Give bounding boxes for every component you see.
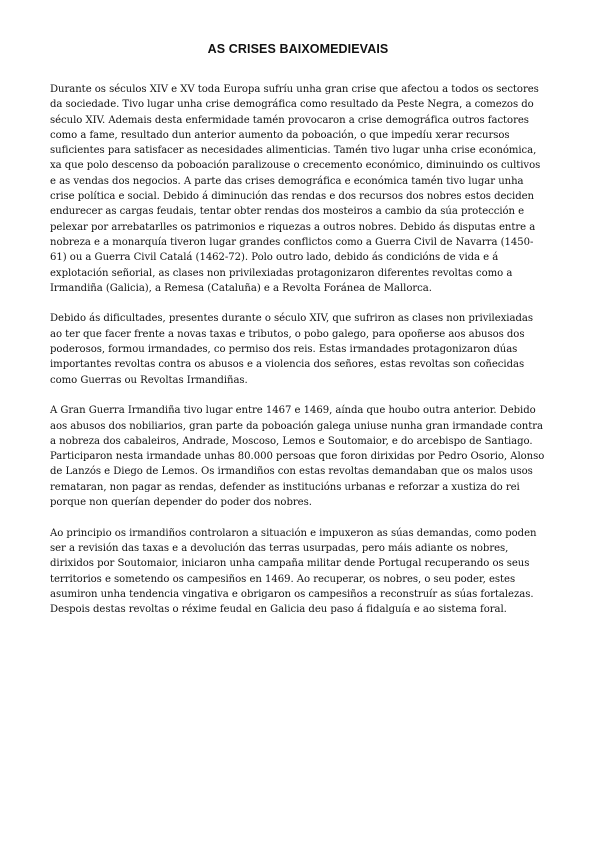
paragraph-crisis-overview: Durante os séculos XIV e XV toda Europa sufríu unha gran crise que afectou a todos os sectores da sociedade. Tivo lugar unha crise demográfica como resultado da Peste Negra, a comezos do século XIV. Ademais desta enfermidade tamén provocaron a crise demográfica outros factores como a fame, resultado dun anterior aumento da poboación, o que impedíu xerar recursos suficientes para satisfacer as necesidades alimenticias. Tamén tivo lugar unha crise económica, xa que polo descenso da poboación paralizouse o crecemento económico, diminuindo os cultivos e as vendas dos negocios. A parte das crises demográfica e económica tamén tivo lugar unha crise política e social. Debido á diminución das rendas e dos recursos dos nobres estos deciden endurecer as cargas feudais, tentar obter rendas dos mosteiros a cambio da súa protección e pelexar por arrebatarlles os patrimonios e riquezas a outros nobres. Debido ás disputas entre a nobreza e a monarquía tiveron lugar grandes conflictos como a Guerra Civil de Navarra (1450-61) ou a Guerra Civil Catalá (1462-72). Polo outro lado, debido ás condicións de vida e á explotación señorial, as clases non privilexiadas protagonizaron diferentes revoltas como a Irmandiña (Galicia), a Remesa (Cataluña) e a Revolta Foránea de Mallorca.	[50, 84, 541, 294]
paragraph-gran-guerra: A Gran Guerra Irmandiña tivo lugar entre 1467 e 1469, aínda que houbo outra anterior. Debido aos abusos dos nobiliarios, gran parte da poboación galega uniuse nunha gran irmandade contra a nobreza dos cabaleiros, Andrade, Moscoso, Lemos e Soutomaior, e do arcebispo de Santiago. Participaron nesta irmandade unhas 80.000 persoas que foron dirixidas por Pedro Osorio, Alonso de Lanzós e Diego de Lemos. Os irmandiños con estas revoltas demandaban que os malos usos remataran, non pagar as rendas, defender as institucións urbanas e reforzar a xustiza do rei porque non querían depender do poder dos nobres.	[50, 405, 545, 509]
paragraph-irmandades: Debido ás dificultades, presentes durante o século XIV, que sufriron as clases non privilexiadas ao ter que facer frente a novas taxas e tributos, o pobo galego, para opoñerse aos abusos dos poderosos, formou irmandades, co permiso dos reis. Estas irmandades protagonizaron dúas importantes revoltas contra os abusos e a violencia dos señores, estas revoltas son coñecidas como Guerras ou Revoltas Irmandiñas.	[50, 313, 533, 386]
document-title: AS CRISES BAIXOMEDIEVAIS	[207, 42, 389, 56]
paragraph-outcome: Ao principio os irmandiños controlaron a situación e impuxeron as súas demandas, como poden ser a revisión das taxas e a devolución das terras usurpadas, pero máis adiante os nobres, dirixidos por Soutomaior, iniciaron unha campaña militar dende Portugal recuperando os seus territorios e sometendo os campesiños en 1469. Ao recuperar, os nobres, o seu poder, estes asumiron unha tendencia vingativa e obrigaron os campesiños a reconstruír as súas fortalezas. Despois destas revoltas o réxime feudal en Galicia deu paso á fidalguía e ao sistema foral.	[50, 527, 537, 616]
